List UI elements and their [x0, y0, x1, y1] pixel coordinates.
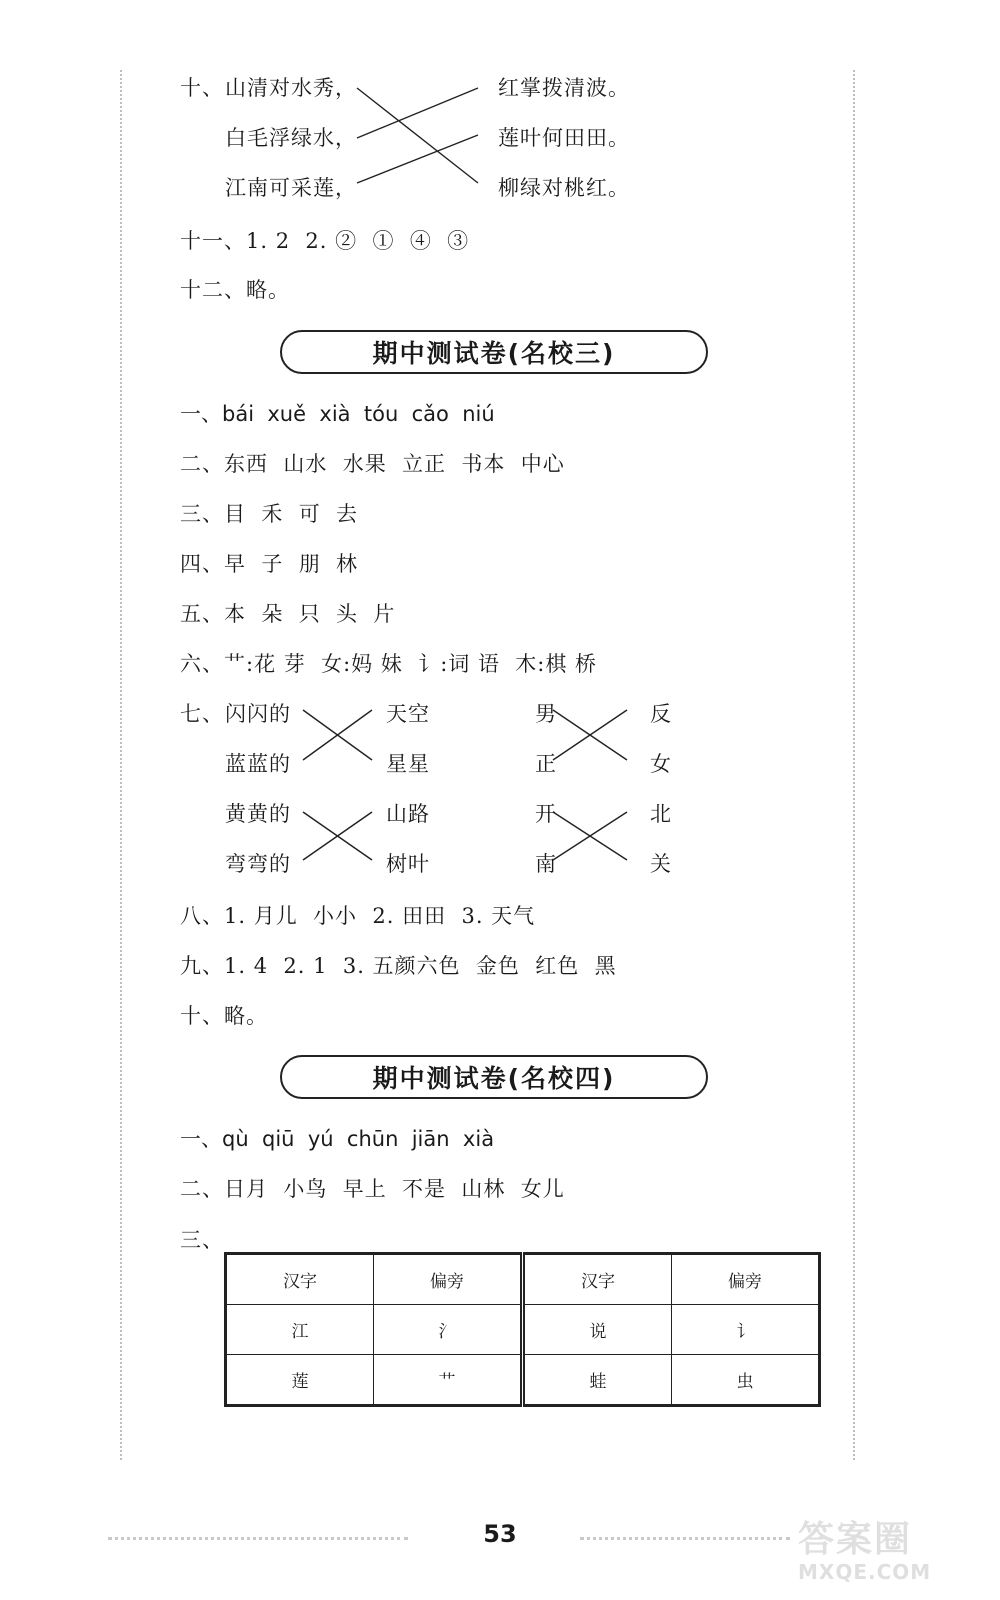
match-line-top-3: [357, 135, 478, 183]
s3-q3: 三、目 禾 可 去: [180, 502, 359, 526]
q7-left-b-4: 树叶: [386, 852, 430, 876]
q7-right-b-1: 反: [650, 702, 672, 726]
s4-q1-pinyin: 一、qù qiū yú chūn jiān xià: [180, 1127, 495, 1151]
q7-right-a-1: 男: [535, 702, 557, 726]
q7-left-b-1: 天空: [386, 702, 430, 726]
q7-left-a-3: 黄黄的: [225, 802, 291, 826]
q7-right-b-2: 女: [650, 752, 672, 776]
q7-left-a-1: 闪闪的: [225, 702, 291, 726]
s3-q5: 五、本 朵 只 头 片: [180, 602, 396, 626]
table-cell: 讠: [672, 1305, 820, 1355]
s3-q10: 十、略。: [180, 1004, 268, 1028]
watermark-line1: 答案圈: [798, 1519, 913, 1560]
s3-q9: 九、1. 4 2. 1 3. 五颜六色 金色 红色 黑: [180, 954, 617, 978]
q7-right-b-4: 关: [650, 852, 672, 876]
q10-label: 十、: [180, 76, 224, 100]
q7-left-b-3: 山路: [386, 802, 430, 826]
match-right-3: 柳绿对桃红。: [498, 176, 630, 200]
match-right-2: 莲叶何田田。: [498, 126, 630, 150]
q12-answer: 十二、略。: [180, 278, 290, 302]
q7-right-a-4: 南: [535, 852, 557, 876]
page-number: 53: [483, 1520, 517, 1548]
table-header-cell: 汉字: [523, 1254, 672, 1305]
table-cell: 蛙: [523, 1355, 672, 1406]
s3-q2: 二、东西 山水 水果 立正 书本 中心: [180, 452, 565, 476]
section-title-3: 期中测试卷(名校三): [280, 330, 708, 374]
table-cell: 艹: [374, 1355, 523, 1406]
table-cell: 莲: [226, 1355, 374, 1406]
table-header-cell: 汉字: [226, 1254, 374, 1305]
table-cell: 虫: [672, 1355, 820, 1406]
s3-q6: 六、艹:花 芽 女:妈 妹 讠:词 语 木:棋 桥: [180, 652, 598, 676]
q7-right-b-3: 北: [650, 802, 672, 826]
match-left-1: 山清对水秀，: [225, 76, 357, 100]
watermark-logo: [798, 1520, 988, 1590]
table-header-cell: 偏旁: [672, 1254, 820, 1305]
s4-q2: 二、日月 小鸟 早上 不是 山林 女儿: [180, 1177, 565, 1201]
section-title-4: 期中测试卷(名校四): [280, 1055, 708, 1099]
match-right-1: 红掌拨清波。: [498, 76, 630, 100]
table-cell: 江: [226, 1305, 374, 1355]
match-left-3: 江南可采莲，: [225, 176, 357, 200]
q11-answer: 十一、1. 2 2. ② ① ④ ③: [180, 229, 470, 253]
table-cell: 说: [523, 1305, 672, 1355]
s3-q4: 四、早 子 朋 林: [180, 552, 359, 576]
q7-right-a-3: 开: [535, 802, 557, 826]
s3-q7-label: 七、: [180, 702, 224, 726]
q7-left-a-2: 蓝蓝的: [225, 752, 291, 776]
table-cell: 氵: [374, 1305, 523, 1355]
s3-q8: 八、1. 月儿 小小 2. 田田 3. 天气: [180, 904, 536, 928]
s4-q3-label: 三、: [180, 1228, 224, 1252]
match-line-top-1: [357, 88, 478, 183]
q7-left-a-4: 弯弯的: [225, 852, 291, 876]
s3-q1-pinyin: 一、bái xuě xià tóu cǎo niú: [180, 402, 495, 426]
match-line-top-2: [357, 88, 478, 138]
q7-left-b-2: 星星: [386, 752, 430, 776]
q7-right-a-2: 正: [535, 752, 557, 776]
watermark-line2: MXQE.COM: [798, 1560, 932, 1584]
match-left-2: 白毛浮绿水，: [225, 126, 357, 150]
table-header-cell: 偏旁: [374, 1254, 523, 1305]
